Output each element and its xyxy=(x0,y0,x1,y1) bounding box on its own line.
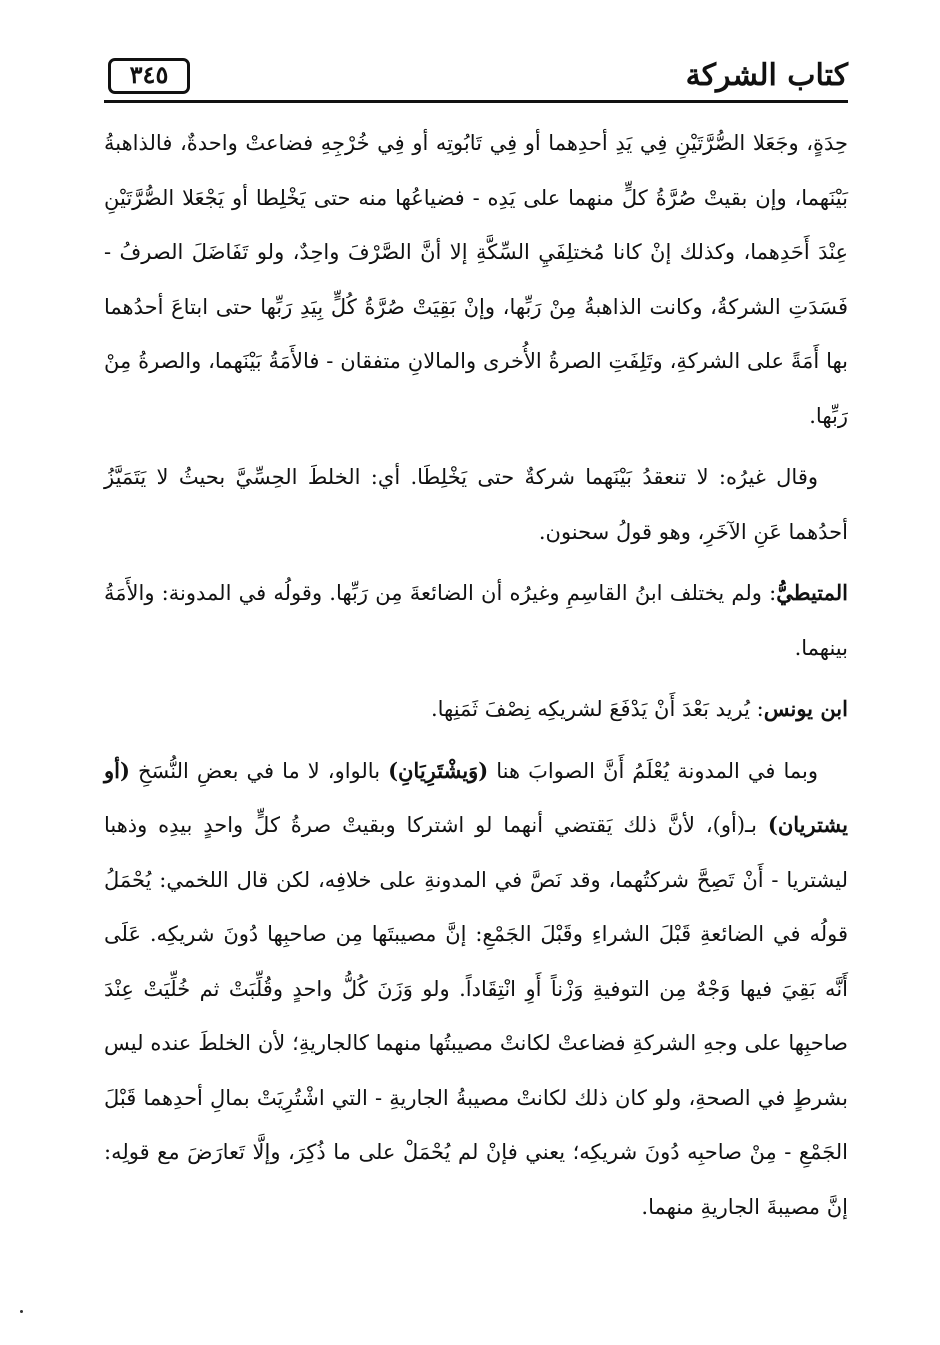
paragraph-5 xyxy=(104,744,848,1235)
citation-mutayti: المتيطيُّ xyxy=(776,580,848,605)
header-rule xyxy=(104,100,848,103)
quoted-reading-aw: (أو يشتريان) xyxy=(104,757,848,837)
paragraph-4 xyxy=(104,682,848,737)
page-header xyxy=(104,54,848,102)
paragraph-3-text: : ولم يختلف ابنُ القاسِمِ وغيرُه أن الضائعةَ مِن رَبِّها. وقولُه في المدونة: والأَمَةُ بينهما. xyxy=(104,581,848,660)
paragraph-5-text-c: بـ(أو)، لأنَّ ذلك يَقتضي أنهما لو اشتركا وبقيتْ صرةُ كلٍّ واحدٍ بيدِه وذهبا ليشتريا - أَنْ تَصِحَّ شركتُهما، وقد نَصَّ في المدونةِ على خلافِه، لكن قال اللخمي: يُحْمَلُ قولُه في الضائعةِ قَبْلَ الشراءِ وقَبْلَ الجَمْعِ: إنَّ مصيبتَها مِن صاحبِها دُونَ شريكِه. عَلَى أَنَّه بَقِيَ فيها وَجْهٌ مِن التوفيةِ وَزْناً أَوِ انْتِقَاداً. ولو وَزَنَ كُلُّ واحدٍ وقُلِّبَتْ ثم خُلِّيَتْ عِنْدَ صاحبِها على وجهِ الشركةِ فضاعتْ لكانتْ مصيبتُها منهما كالجاريةِ؛ لأن الخلطَ عنده ليس بشرطٍ في الصحةِ، ولو كان ذلك لكانتْ مصيبةُ الجاريةِ - التي اشْتُرِيَتْ بمالِ أحدِهما قَبْلَ الجَمْعِ - مِنْ صاحبِه دُونَ شريكِه؛ يعني فإنْ لم يُحْمَلْ على ما ذُكِرَ، وإلَّا تَعارَضَ مع قولِه: إنَّ مصيبةَ الجاريةِ منهما. xyxy=(104,813,848,1219)
paragraph-5-text-a: وبما في المدونة يُعْلَمُ أَنَّ الصوابَ هنا xyxy=(488,758,818,783)
paragraph-2: وقال غيرُه: لا تنعقدُ بَيْنَهما شركةٌ حتى يَخْلِطَا. أي: الخلطَ الحِسِّيَّ بحيثُ لا يَتَمَيَّزُ أحدُهما عَنِ الآخَرِ، وهو قولُ سحنون. xyxy=(104,465,848,544)
running-title: كتاب الشركة xyxy=(685,58,848,93)
main-text xyxy=(104,116,848,1241)
paragraph-3 xyxy=(104,566,848,675)
scan-speck xyxy=(20,1310,23,1313)
paragraph-5-text-b: بالواو، لا ما في بعضِ النُّسَخِ xyxy=(129,758,389,783)
page-number: ٣٤٥ xyxy=(108,58,190,94)
quoted-reading-waw: (وَيشْتَرِيَانِ) xyxy=(388,757,489,783)
paragraph-4-text: : يُريد بَعْدَ أَنْ يَدْفَعَ لشريكِه نِصْفَ ثَمَنِها. xyxy=(430,697,764,721)
citation-ibn-yunus: ابن يونس xyxy=(763,696,848,721)
paragraph-1: حِدَةٍ، وجَعَلا الصُّرَّتَيْنِ فِي يَدِ أحدِهما أو فِي تَابُوتِه أو فِي خُرْجِهِ فضاعتْ واحدةٌ، فالذاهبةُ بَيْنَهما، وإن بقيتْ صُرَّةُ كلٍّ منهما على يَدِه - فضياعُها منه حتى يَخْلِطا أو يَجْعَلا الصُّرَّتَيْنِ عِنْدَ أَحَدِهما، وكذلك إنْ كانا مُختلِفَيِ السِّكَّةِ إلا أنَّ الصَّرْفَ واحِدٌ، ولو تَفَاضَلَ الصرفُ - فَسَدَتِ الشركةُ، وكانت الذاهبةُ مِنْ رَبِّها، وإنْ بَقِيَتْ صُرَّةُ كُلٍّ بِيَدِ رَبِّها حتى ابتاعَ أحدُهما بها أَمَةً على الشركةِ، وتَلِفَتِ الصرةُ الأُخرى والمالانِ متفقان - فالأَمَةُ بَيْنَهما، والصرةُ مِنْ رَبِّها. xyxy=(104,131,848,428)
